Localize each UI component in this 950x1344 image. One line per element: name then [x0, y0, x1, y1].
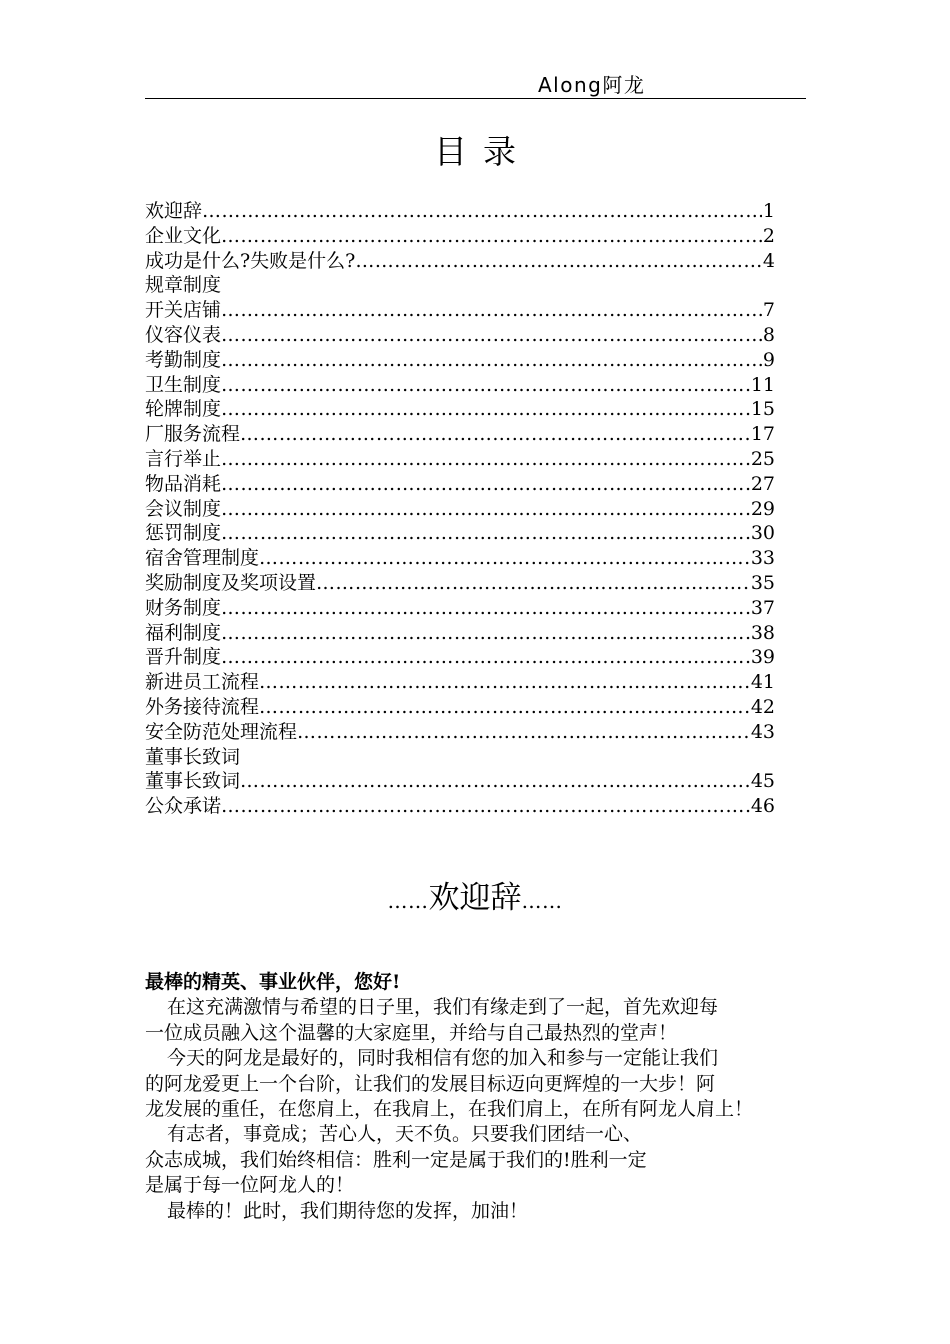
toc-leader-dots [221, 447, 750, 472]
toc-entry-page: 35 [750, 571, 775, 594]
toc-entry[interactable] [145, 546, 775, 571]
toc-entry[interactable] [145, 447, 775, 472]
toc-entry-label: 物品消耗 [145, 472, 222, 495]
toc-entry-page: 43 [750, 720, 775, 743]
toc-leader-dots [221, 621, 750, 646]
toc-entry-label: 卫生制度 [145, 373, 222, 396]
toc-entry[interactable] [145, 596, 775, 621]
toc-leader-dots [221, 794, 750, 819]
toc-leader-dots [221, 645, 750, 670]
greeting: 最棒的精英、事业伙伴，您好! [145, 971, 401, 993]
toc-entry-label: 言行举止 [145, 447, 222, 470]
toc-leader-dots [221, 224, 762, 249]
toc-entry[interactable] [145, 273, 775, 298]
toc-entry[interactable] [145, 571, 775, 596]
toc-leader-dots [221, 521, 750, 546]
welcome-title [0, 872, 950, 917]
toc-leader-dots [221, 348, 762, 373]
header-text: Along阿龙 [538, 73, 646, 97]
toc-entry[interactable] [145, 298, 775, 323]
toc-entry-label: 开关店铺 [145, 299, 222, 322]
toc-entry-page: 25 [750, 447, 775, 470]
toc-entry-label: 董事长致词 [145, 745, 241, 768]
toc-leader-dots [259, 695, 750, 720]
toc-leader-dots [355, 249, 762, 274]
toc-leader-dots [240, 769, 750, 794]
toc-entry[interactable] [145, 472, 775, 497]
toc-entry[interactable] [145, 670, 775, 695]
toc-entry-label: 成功是什么?失败是什么? [145, 249, 356, 272]
toc-entry-label: 晋升制度 [145, 646, 222, 669]
toc-entry-page: 1 [762, 200, 775, 222]
toc-entry[interactable] [145, 769, 775, 794]
toc-entry-page: 17 [750, 423, 775, 446]
table-of-contents [145, 199, 775, 819]
toc-entry-label: 外务接待流程 [145, 695, 260, 718]
toc-entry[interactable] [145, 348, 775, 373]
toc-entry-label: 奖励制度及奖项设置 [145, 571, 317, 594]
welcome-text-line: 最棒的！此时，我们期待您的发挥，加油！ [167, 1199, 529, 1222]
toc-entry-label: 董事长致词 [145, 770, 241, 793]
toc-entry-label: 惩罚制度 [145, 522, 222, 545]
welcome-body [145, 970, 825, 1224]
toc-entry-page: 37 [750, 596, 775, 619]
toc-entry-label: 厂服务流程 [145, 423, 241, 446]
toc-leader-dots [221, 298, 762, 323]
toc-entry-page: 8 [762, 323, 775, 346]
toc-entry-label: 欢迎辞 [145, 200, 203, 222]
toc-entry[interactable] [145, 695, 775, 720]
toc-title: 目录 [434, 132, 532, 171]
toc-leader-dots [259, 546, 750, 571]
toc-entry[interactable] [145, 323, 775, 348]
welcome-text-line: 众志成城，我们始终相信：胜利一定是属于我们的!胜利一定 [145, 1148, 647, 1171]
toc-leader-dots [221, 373, 750, 398]
toc-entry-page: 42 [750, 695, 775, 718]
toc-leader-dots [221, 497, 750, 522]
toc-entry[interactable] [145, 645, 775, 670]
toc-entry-label: 考勤制度 [145, 348, 222, 371]
toc-entry-label: 福利制度 [145, 621, 222, 644]
toc-entry-label: 会议制度 [145, 497, 222, 520]
toc-entry-label: 规章制度 [145, 274, 222, 297]
welcome-text-line: 一位成员融入这个温馨的大家庭里，并给与自己最热烈的堂声！ [145, 1021, 678, 1044]
welcome-text-line: 龙发展的重任，在您肩上，在我肩上，在我们肩上，在所有阿龙人肩上！ [145, 1097, 754, 1120]
toc-entry[interactable] [145, 397, 775, 422]
page-header [145, 66, 806, 99]
toc-leader-dots [221, 472, 750, 497]
toc-entry-label: 财务制度 [145, 596, 222, 619]
toc-leader-dots [221, 323, 762, 348]
welcome-text-line: 有志者，事竟成；苦心人，天不负。只要我们团结一心、 [167, 1123, 643, 1146]
title-dots-right: …… [521, 889, 563, 913]
welcome-text-line: 是属于每一位阿龙人的！ [145, 1174, 355, 1197]
toc-entry[interactable] [145, 497, 775, 522]
toc-entry-label: 公众承诺 [145, 795, 222, 818]
toc-entry[interactable] [145, 720, 775, 745]
title-dots-left: …… [387, 889, 429, 913]
toc-entry[interactable] [145, 521, 775, 546]
welcome-text-line: 的阿龙爱更上一个台阶，让我们的发展目标迈向更辉煌的一大步！阿 [145, 1072, 716, 1095]
toc-entry[interactable] [145, 794, 775, 819]
toc-leader-dots [316, 571, 750, 596]
toc-entry[interactable] [145, 224, 775, 249]
toc-entry[interactable] [145, 199, 775, 224]
toc-entry-page: 4 [762, 249, 775, 272]
toc-leader-dots [297, 720, 750, 745]
toc-entry-label: 安全防范处理流程 [145, 720, 298, 743]
welcome-text-line: 在这充满激情与希望的日子里，我们有缘走到了一起，首先欢迎每 [167, 996, 719, 1019]
toc-entry-label: 新进员工流程 [145, 671, 260, 694]
toc-entry-page: 29 [750, 497, 775, 520]
toc-entry-label: 宿舍管理制度 [145, 547, 260, 570]
toc-entry-label: 仪容仪表 [145, 323, 222, 346]
toc-entry-page: 27 [750, 472, 775, 495]
toc-entry-page: 15 [750, 398, 775, 421]
toc-entry-page: 7 [762, 299, 775, 322]
toc-entry-page: 39 [750, 646, 775, 669]
toc-leader-dots [259, 670, 750, 695]
toc-leader-dots [221, 596, 750, 621]
toc-entry[interactable] [145, 621, 775, 646]
toc-entry-page: 30 [750, 522, 775, 545]
toc-entry-page: 41 [750, 671, 775, 694]
toc-entry[interactable] [145, 373, 775, 398]
toc-leader-dots [240, 422, 750, 447]
welcome-text-line: 今天的阿龙是最好的，同时我相信有您的加入和参与一定能让我们 [167, 1047, 719, 1070]
toc-entry[interactable] [145, 422, 775, 447]
toc-entry-page: 9 [762, 348, 775, 371]
toc-entry-page: 33 [750, 547, 775, 570]
welcome-title-text: 欢迎辞 [428, 880, 522, 916]
toc-leader-dots [202, 199, 762, 224]
toc-entry-page: 45 [750, 770, 775, 793]
toc-entry[interactable] [145, 249, 775, 274]
toc-entry-page: 38 [750, 621, 775, 644]
toc-entry-page: 11 [750, 373, 775, 396]
toc-entry-page: 46 [750, 795, 775, 818]
toc-entry-page: 2 [762, 224, 775, 247]
toc-entry-label: 轮牌制度 [145, 398, 222, 421]
toc-entry-label: 企业文化 [145, 224, 222, 247]
toc-entry[interactable] [145, 745, 775, 770]
toc-leader-dots [221, 397, 750, 422]
